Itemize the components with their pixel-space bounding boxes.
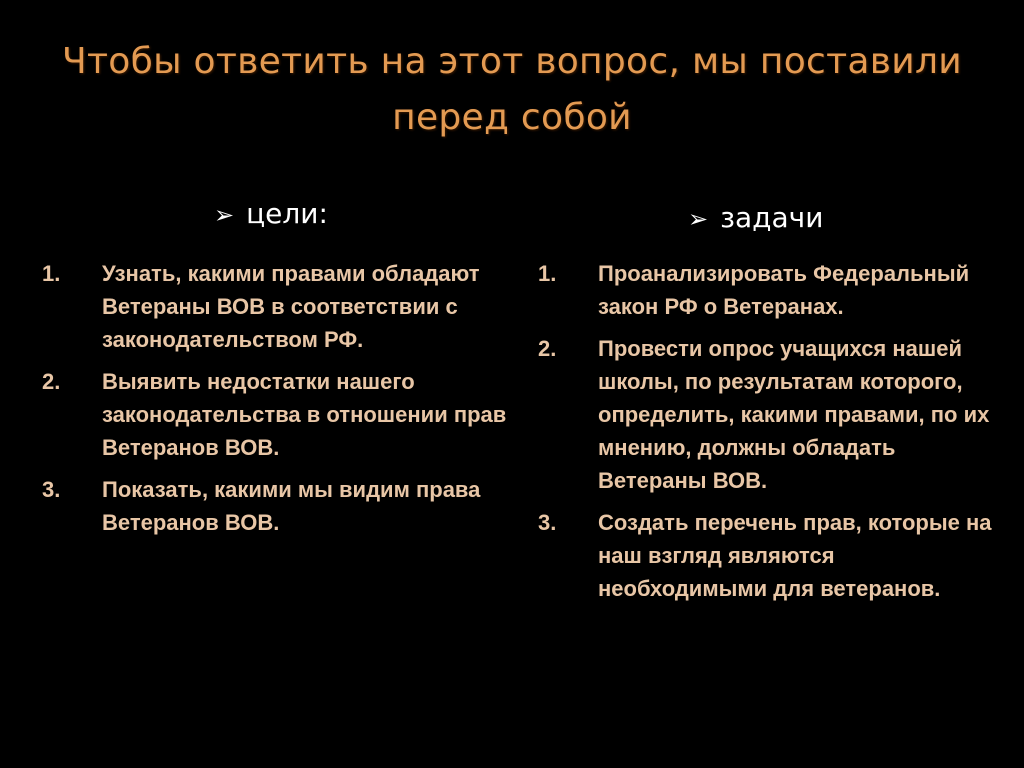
list-item — [538, 332, 1008, 497]
list-item-number: 1. — [538, 261, 557, 286]
list-item-text: Провести опрос учащихся нашей школы, по результатам которого, определить, какими правами, по их мнению, должны обладать Ветераны ВОВ. — [598, 336, 990, 493]
tasks-list — [538, 257, 1008, 614]
list-item — [538, 506, 1008, 605]
goals-heading — [214, 196, 328, 233]
list-item — [538, 257, 1008, 323]
goals-heading-label: цели: — [246, 197, 328, 230]
list-item-text: Создать перечень прав, которые на наш взгляд являются необходимыми для ветеранов. — [598, 510, 992, 601]
tasks-heading — [688, 200, 823, 237]
slide-title: Чтобы ответить на этот вопрос, мы поставили перед собой — [62, 41, 962, 138]
arrow-bullet-icon: ➢ — [214, 201, 235, 229]
list-item — [42, 257, 512, 356]
list-item — [42, 365, 512, 464]
list-item-text: Показать, какими мы видим права Ветеранов ВОВ. — [102, 477, 481, 535]
list-item-text: Узнать, какими правами обладают Ветераны ВОВ в соответствии с законодательством РФ. — [102, 261, 480, 352]
goals-list — [42, 257, 512, 548]
list-item-text: Выявить недостатки нашего законодательства в отношении прав Ветеранов ВОВ. — [102, 369, 507, 460]
list-item-text: Проанализировать Федеральный закон РФ о Ветеранах. — [598, 261, 970, 319]
list-item-number: 3. — [42, 477, 61, 502]
arrow-bullet-icon: ➢ — [688, 205, 709, 233]
list-item — [42, 473, 512, 539]
list-item-number: 2. — [42, 369, 61, 394]
list-item-number: 2. — [538, 336, 557, 361]
tasks-heading-label: задачи — [720, 201, 824, 234]
list-item-number: 3. — [538, 510, 557, 535]
list-item-number: 1. — [42, 261, 61, 286]
